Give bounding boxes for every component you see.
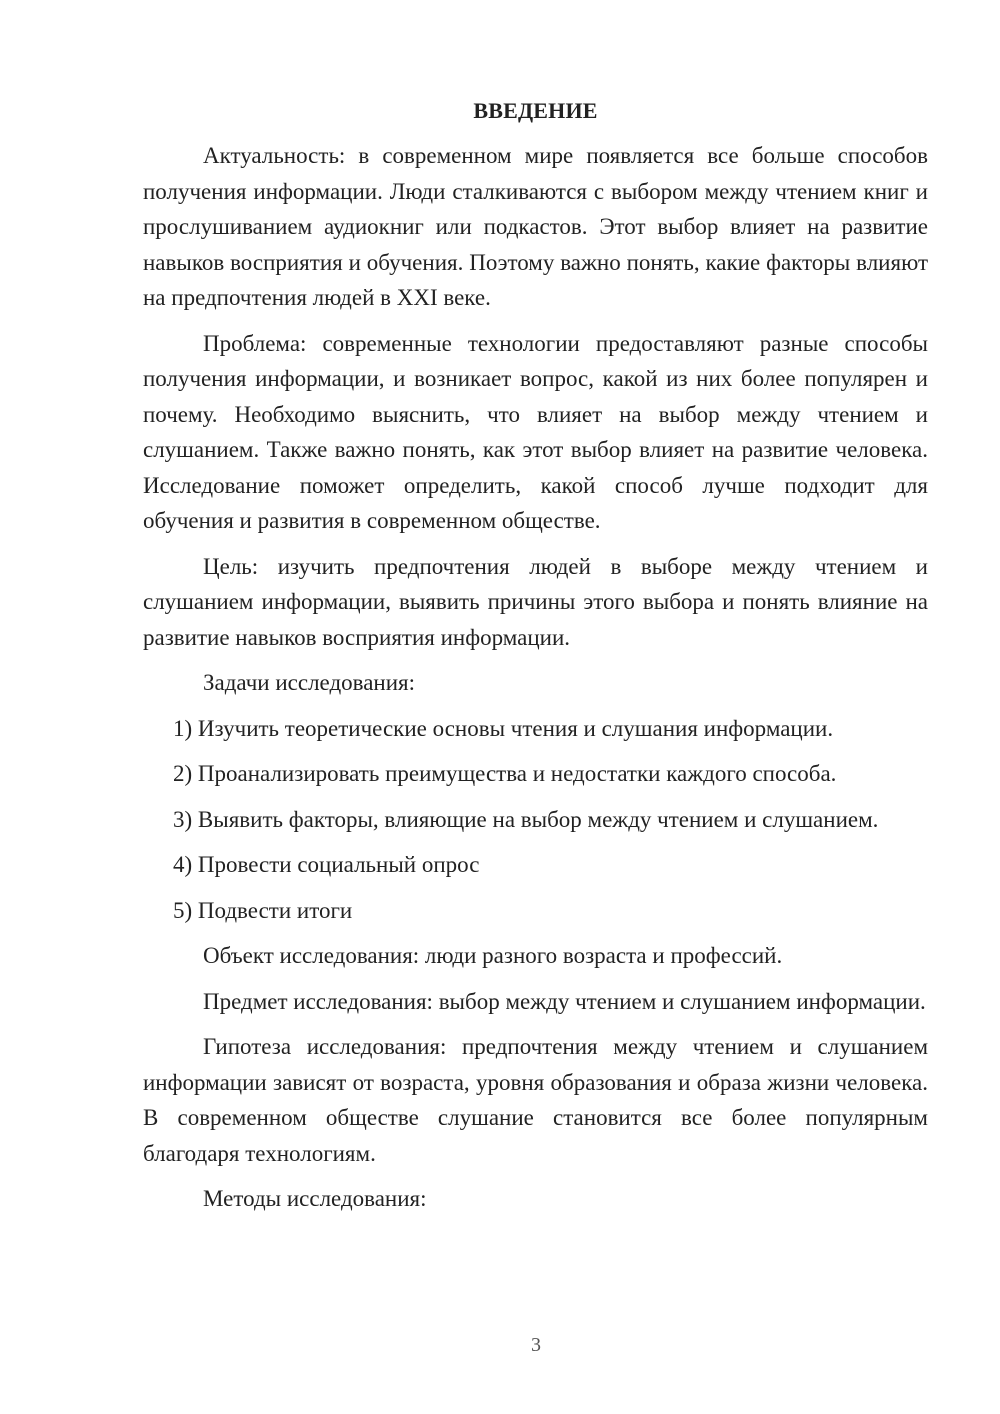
list-item: 4) Провести социальный опрос <box>173 852 480 877</box>
problem-paragraph: Проблема: современные технологии предоставляют разные способы получения информации, и возникает вопрос, какой из них более популярен и почему. Необходимо выяснить, что влияет на выбор между чтением и слушанием. Также важно понять, как этот выбор влияет на развитие человека. Исследование поможет определить, какой способ лучше подходит для обучения и развития в современном обществе. <box>143 330 928 533</box>
methods-title: Методы исследования: <box>203 1186 427 1211</box>
subject-paragraph: Предмет исследования: выбор между чтением и слушанием информации. <box>203 988 926 1014</box>
list-item: 1) Изучить теоретические основы чтения и слушания информации. <box>173 715 834 741</box>
page-heading: ВВЕДЕНИЕ <box>473 98 598 123</box>
object-paragraph: Объект исследования: люди разного возраста и профессий. <box>203 943 783 968</box>
list-item: 2) Проанализировать преимущества и недостатки каждого способа. <box>173 761 837 786</box>
tasks-title: Задачи исследования: <box>203 670 416 695</box>
goal-paragraph: Цель: изучить предпочтения людей в выборе между чтением и слушанием информации, выявить причины этого выбора и понять влияние на развитие навыков восприятия информации. <box>143 553 928 650</box>
hypothesis-paragraph: Гипотеза исследования: предпочтения между чтением и слушанием информации зависят от возраста, уровня образования и образа жизни человека. В современном обществе слушание становится все более популярным благодаря технологиям. <box>143 1034 928 1166</box>
list-item: 5) Подвести итоги <box>173 897 353 923</box>
tasks-list <box>143 711 928 929</box>
relevance-paragraph: Актуальность: в современном мире появляется все больше способов получения информации. Люди сталкиваются с выбором между чтением книг и прослушиванием аудиокниг или подкастов. Этот выбор влияет на развитие навыков восприятия и обучения. Поэтому важно понять, какие факторы влияют на предпочтения людей в XXI веке. <box>143 143 928 310</box>
list-item: 3) Выявить факторы, влияющие на выбор между чтением и слушанием. <box>173 806 879 832</box>
page-content <box>143 93 928 1227</box>
page-number: 3 <box>531 1334 541 1356</box>
